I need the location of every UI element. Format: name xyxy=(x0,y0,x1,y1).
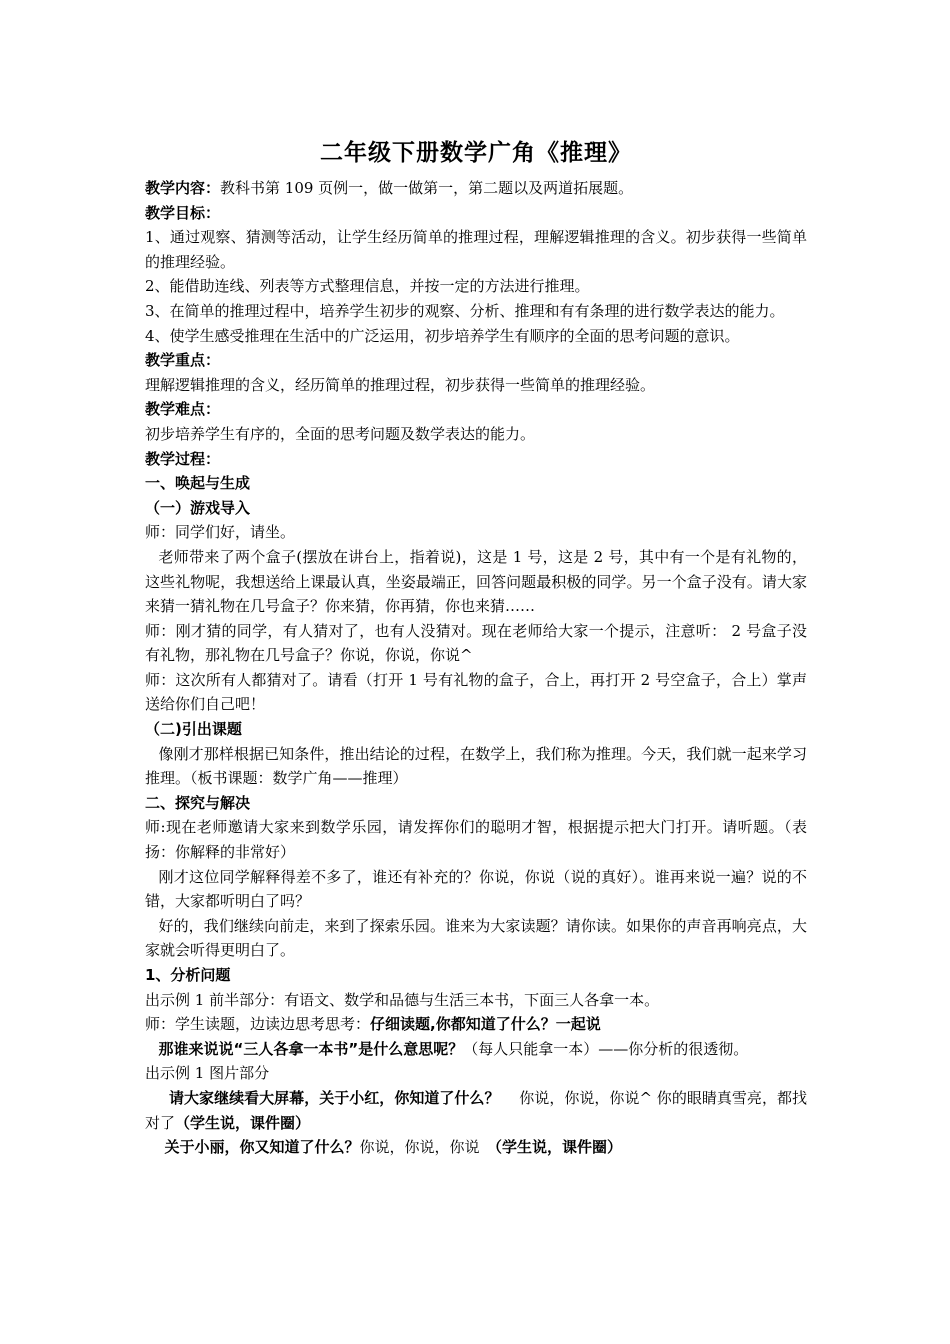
content-text: 教科书第 109 页例一，做一做第一，第二题以及两道拓展题。 xyxy=(220,179,634,197)
label-key-points: 教学重点： xyxy=(145,351,221,370)
goal-2: 2、能借助连线、列表等方式整理信息，并按一定的方法进行推理。 xyxy=(145,277,590,296)
goal-1: 1、通过观察、猜测等活动，让学生经历简单的推理过程，理解逻辑推理的含义。初步获得一些简单的推理经验。 xyxy=(145,228,807,271)
label-process: 教学过程： xyxy=(145,449,221,468)
paragraph-10-text: 师：学生读题，边读边思考思考： xyxy=(145,1015,371,1034)
paragraph-3: 师：刚才猜的同学，有人猜对了，也有人没猜对。现在老师给大家一个提示，注意听： 2 号盒子没有礼物，那礼物在几号盒子？你说，你说，你说^ xyxy=(145,621,807,665)
paragraph-9: 出示例 1 前半部分：有语文、数学和品德与生活三本书，下面三人各拿一本。 xyxy=(145,990,660,1009)
paragraph-10-bold: 仔细读题,你都知道了什么？一起说 xyxy=(370,1015,601,1034)
paragraph-10 xyxy=(145,1012,807,1037)
paragraph-13-text: 你说，你说，你说^ 你的眼睛真雪亮，都找对了 xyxy=(145,1088,807,1132)
paragraph-14-bold: 关于小丽，你又知道了什么？ xyxy=(164,1138,360,1157)
paragraph-6: 师:现在老师邀请大家来到数学乐园，请发挥你们的聪明才智，根据提示把大门打开。请听题。（表扬：你解释的非常好） xyxy=(145,818,807,862)
document-title: 二年级下册数学广角《推理》 xyxy=(320,140,632,166)
content-line xyxy=(145,176,807,201)
paragraph-14-text: 你说，你说，你说 xyxy=(359,1138,495,1157)
document-body xyxy=(145,176,807,1160)
paragraph-11-bold: 那谁来说说“三人各拿一本书”是什么意思呢？ xyxy=(158,1039,464,1058)
paragraph-2: 老师带来了两个盒子(摆放在讲台上，指着说)，这是 1 号，这是 2 号，其中有一个是有礼物的，这些礼物呢，我想送给上课最认真，坐姿最端正，回答问题最积极的同学。另一个盒子没有。请大家来猜一猜礼物在几号盒子？你来猜，你再猜，你也来猜…… xyxy=(145,547,807,616)
paragraph-11-text: （每人只能拿一本）——你分析的很透彻。 xyxy=(463,1039,749,1058)
paragraph-14 xyxy=(145,1135,807,1160)
section-2-1-heading: 1、分析问题 xyxy=(145,966,231,984)
paragraph-1: 师：同学们好，请坐。 xyxy=(145,523,296,542)
paragraph-14-note: （学生说，课件圈） xyxy=(494,1138,623,1157)
subsection-2-heading: （二)引出课题 xyxy=(145,720,242,739)
paragraph-12: 出示例 1 图片部分 xyxy=(145,1064,270,1083)
goal-4: 4、使学生感受推理在生活中的广泛运用，初步培养学生有顺序的全面的思考问题的意识。 xyxy=(145,326,740,345)
paragraph-13-note: （学生说，课件圈） xyxy=(175,1113,311,1132)
key-points-text: 理解逻辑推理的含义，经历简单的推理过程，初步获得一些简单的推理经验。 xyxy=(145,375,656,394)
paragraph-13 xyxy=(145,1086,807,1135)
subsection-1-heading: （一）游戏导入 xyxy=(145,498,251,517)
goal-3: 3、在简单的推理过程中，培养学生初步的观察、分析、推理和有有条理的进行数学表达的能力。 xyxy=(145,301,785,320)
paragraph-5: 像刚才那样根据已知条件，推出结论的过程，在数学上，我们称为推理。今天，我们就一起来学习推理。（板书课题：数学广角——推理） xyxy=(145,744,807,788)
paragraph-11 xyxy=(145,1037,807,1062)
label-content: 教学内容： xyxy=(145,179,221,197)
section-1-heading: 一、唤起与生成 xyxy=(145,474,251,493)
paragraph-8: 好的，我们继续向前走，来到了探索乐园。谁来为大家读题？请你读。如果你的声音再响亮点，大家就会听得更明白了。 xyxy=(145,916,807,960)
paragraph-4: 师：这次所有人都猜对了。请看（打开 1 号有礼物的盒子，合上，再打开 2 号空盒子，合上）掌声送给你们自己吧！ xyxy=(145,670,807,714)
label-goals: 教学目标： xyxy=(145,203,221,222)
section-2-heading: 二、探究与解决 xyxy=(145,793,251,812)
label-difficulty: 教学难点： xyxy=(145,400,221,419)
paragraph-13-bold: 请大家继续看大屏幕，关于小红，你知道了什么？ xyxy=(169,1088,500,1107)
difficulty-text: 初步培养学生有序的，全面的思考问题及数学表达的能力。 xyxy=(145,424,536,443)
paragraph-7: 刚才这位同学解释得差不多了，谁还有补充的？你说，你说（说的真好）。谁再来说一遍？说的不错，大家都听明白了吗？ xyxy=(145,867,807,911)
